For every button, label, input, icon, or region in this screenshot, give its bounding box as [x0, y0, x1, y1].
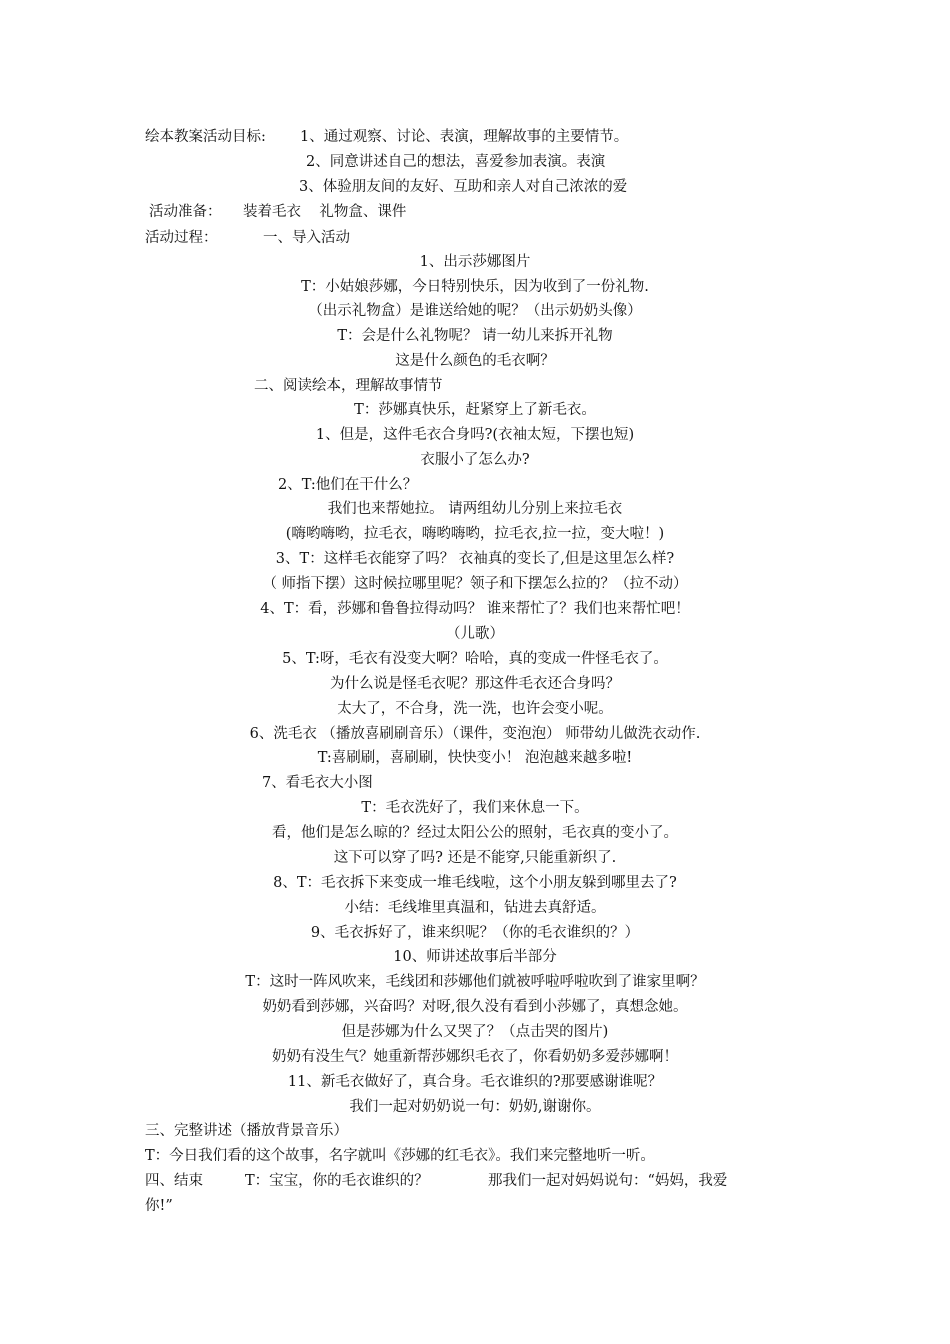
body-line: 2、T:他们在干什么？: [278, 477, 418, 493]
body-line: 衣服小了怎么办?: [420, 452, 530, 468]
body-line: 9、毛衣拆好了，谁来织呢？（你的毛衣谁织的？）: [310, 925, 640, 941]
body-line: 看，他们是怎么晾的？经过太阳公公的照射，毛衣真的变小了。: [272, 825, 678, 841]
body-line: 但是莎娜为什么又哭了？（点击哭的图片): [341, 1024, 609, 1040]
body-line: 为什么说是怪毛衣呢？那这件毛衣还合身吗？: [330, 676, 620, 692]
objective-1: 1、通过观察、讨论、表演，理解故事的主要情节。: [300, 129, 629, 145]
preparation-items: 装着毛衣 礼物盒、课件: [243, 204, 407, 220]
body-line: T：这时一阵风吹来，毛线团和莎娜他们就被呼啦呼啦吹到了谁家里啊？: [245, 974, 705, 990]
body-line: (嗨哟嗨哟，拉毛衣，嗨哟嗨哟，拉毛衣,拉一拉，变大啦！): [285, 526, 665, 542]
body-line: 1、但是，这件毛衣合身吗?(衣袖太短，下摆也短): [315, 427, 635, 443]
body-line: T：毛衣洗好了，我们来休息一下。: [361, 800, 589, 816]
objectives-label: 绘本教案活动目标:: [145, 129, 266, 145]
section-4-title: 四、结束: [145, 1173, 203, 1189]
body-line: 小结：毛线堆里真温和，钻进去真舒适。: [344, 900, 606, 916]
preparation-label: 活动准备：: [149, 204, 222, 220]
body-line: 奶奶有没生气？她重新帮莎娜织毛衣了，你看奶奶多爱莎娜啊！: [272, 1049, 678, 1065]
body-line: （儿歌）: [446, 626, 504, 642]
section-3-title: 三、完整讲述（播放背景音乐）: [145, 1123, 348, 1139]
objective-3: 3、体验朋友间的友好、互助和亲人对自己浓浓的爱: [299, 179, 628, 195]
body-line: T：会是什么礼物呢？ 请一幼儿来拆开礼物: [337, 328, 613, 344]
section-2-title: 二、阅读绘本，理解故事情节: [254, 378, 443, 394]
body-line: 1、出示莎娜图片: [419, 254, 531, 270]
objectives-row: [145, 127, 266, 147]
body-line: 太大了，不合身，洗一洗，也许会变小呢。: [337, 701, 613, 717]
objective-2: 2、同意讲述自己的想法，喜爱参加表演。表演: [306, 154, 606, 170]
body-line: 10、师讲述故事后半部分: [393, 949, 557, 965]
body-line: T:喜刷刷，喜刷刷，快快变小！ 泡泡越来越多啦!: [317, 750, 633, 766]
section-4-question-2: 那我们一起对妈妈说句：“妈妈，我爱: [488, 1173, 728, 1189]
body-line: 奶奶看到莎娜，兴奋吗？对呀,很久没有看到小莎娜了，真想念她。: [262, 999, 688, 1015]
body-line: 这下可以穿了吗? 还是不能穿,只能重新织了.: [333, 850, 617, 866]
body-line: 4、T：看，莎娜和鲁鲁拉得动吗？ 谁来帮忙了？我们也来帮忙吧！: [260, 601, 690, 617]
body-line: 我们也来帮她拉。 请两组幼儿分别上来拉毛衣: [327, 501, 623, 517]
section-4-question-1: T：宝宝，你的毛衣谁织的？: [245, 1173, 429, 1189]
section-3-text: T：今日我们看的这个故事，名字就叫《莎娜的红毛衣》。我们来完整地听一听。: [145, 1148, 655, 1164]
process-label: 活动过程：: [145, 230, 218, 246]
body-line: 我们一起对奶奶说一句：奶奶,谢谢你。: [349, 1099, 601, 1115]
body-line: 3、T：这样毛衣能穿了吗？ 衣袖真的变长了,但是这里怎么样?: [275, 551, 675, 567]
section-4-question-2-continued: 你!”: [145, 1198, 173, 1214]
body-line: 5、T:呀，毛衣有没变大啊？哈哈，真的变成一件怪毛衣了。: [282, 651, 668, 667]
body-line: 11、新毛衣做好了，真合身。毛衣谁织的?那要感谢谁呢？: [287, 1074, 663, 1090]
body-line: T：小姑娘莎娜，今日特别快乐，因为收到了一份礼物.: [301, 279, 649, 295]
body-line: （出示礼物盒）是谁送给她的呢？（出示奶奶头像）: [308, 303, 642, 319]
body-line: T：莎娜真快乐，赶紧穿上了新毛衣。: [354, 402, 596, 418]
body-line: 6、洗毛衣 （播放喜刷刷音乐）（课件，变泡泡） 师带幼儿做洗衣动作.: [249, 726, 701, 742]
section-1-title: 一、导入活动: [263, 230, 350, 246]
body-line: 8、T：毛衣拆下来变成一堆毛线啦，这个小朋友躲到哪里去了?: [273, 875, 677, 891]
body-line: 这是什么颜色的毛衣啊？: [395, 353, 555, 369]
body-line: （ 师指下摆）这时候拉哪里呢？领子和下摆怎么拉的？（拉不动）: [262, 576, 688, 592]
body-line: 7、看毛衣大小图: [262, 775, 373, 791]
